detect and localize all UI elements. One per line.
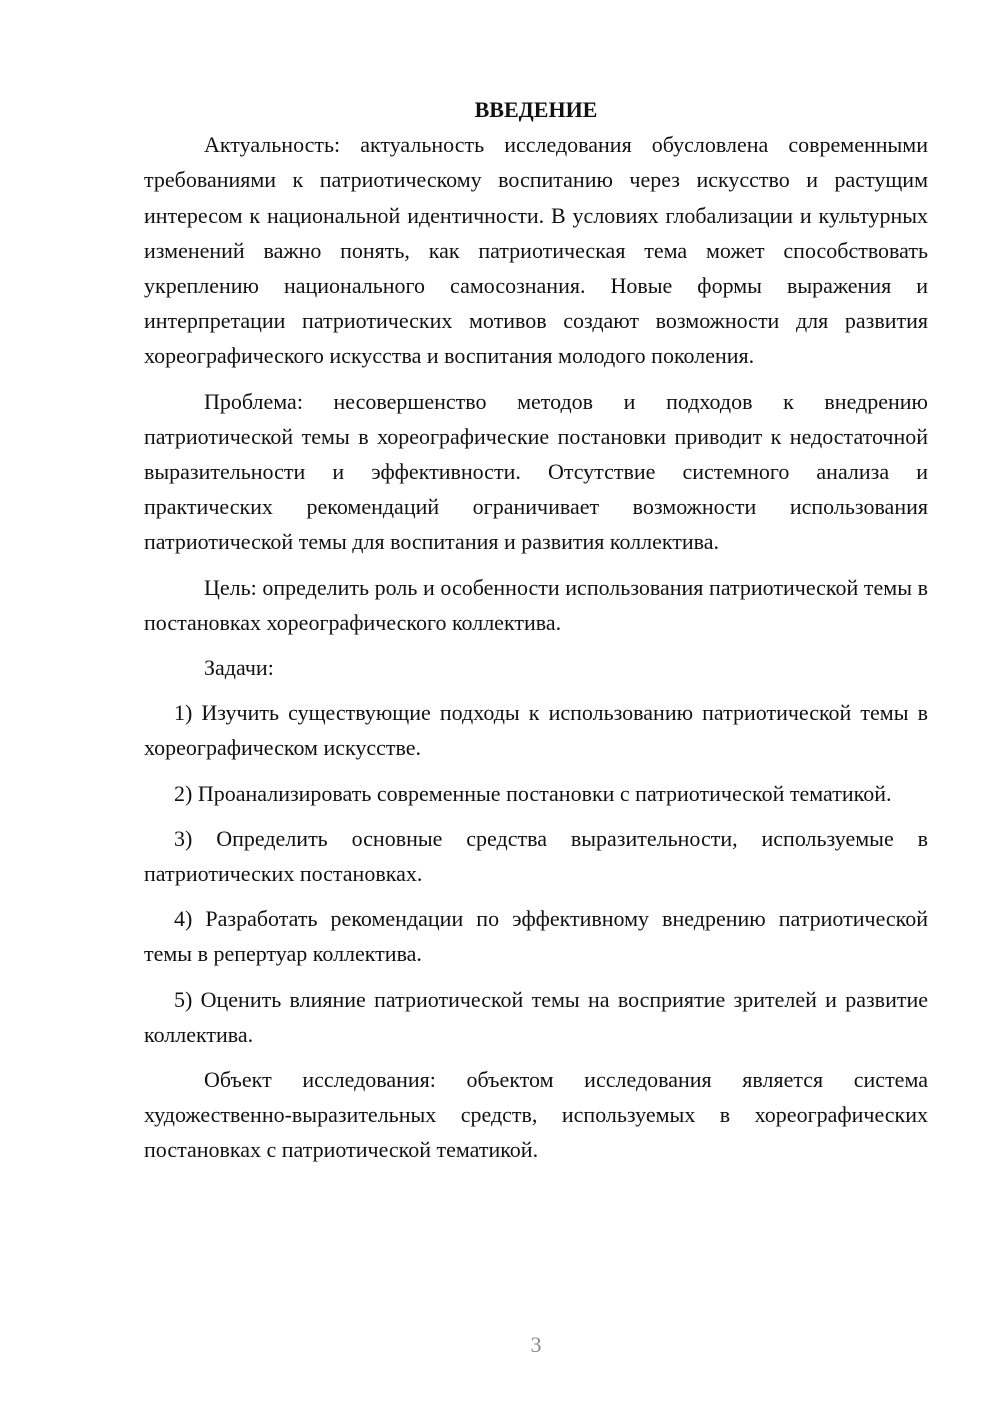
page-content xyxy=(144,92,928,1178)
task-item-3: 3) Определить основные средства выразительности, используемые в патриотических постановках. xyxy=(144,825,928,887)
goal-paragraph: Цель: определить роль и особенности использования патриотической темы в постановках хореографического коллектива. xyxy=(144,574,928,635)
relevance-paragraph: Актуальность: актуальность исследования обусловлена современными требованиями к патриотическому воспитанию через искусство и растущим интересом к национальной идентичности. В условиях глобализации и культурных изменений важно понять, как патриотическая тема может способствовать укреплению национального самосознания. Новые формы выражения и интерпретации патриотических мотивов создают возможности для развития хореографического искусства и воспитания молодого поколения. xyxy=(144,132,928,369)
task-item-4: 4) Разработать рекомендации по эффективному внедрению патриотической темы в репертуар коллектива. xyxy=(144,906,928,967)
page-number: 3 xyxy=(530,1332,542,1357)
task-item-2: 2) Проанализировать современные постановки с патриотической тематикой. xyxy=(174,780,892,806)
task-item-1: 1) Изучить существующие подходы к использованию патриотической темы в хореографическом искусстве. xyxy=(144,700,928,761)
task-item-5: 5) Оценить влияние патриотической темы на восприятие зрителей и развитие коллектива. xyxy=(144,986,928,1047)
section-heading: ВВЕДЕНИЕ xyxy=(474,97,598,122)
tasks-label: Задачи: xyxy=(204,655,274,681)
object-paragraph: Объект исследования: объектом исследования является система художественно-выразительных средств, используемых в хореографических постановках с патриотической тематикой. xyxy=(144,1067,928,1163)
problem-paragraph: Проблема: несовершенство методов и подходов к внедрению патриотической темы в хореографические постановки приводит к недостаточной выразительности и эффективности. Отсутствие системного анализа и практических рекомендаций ограничивает возможности использования патриотической темы для воспитания и развития коллектива. xyxy=(144,388,928,555)
